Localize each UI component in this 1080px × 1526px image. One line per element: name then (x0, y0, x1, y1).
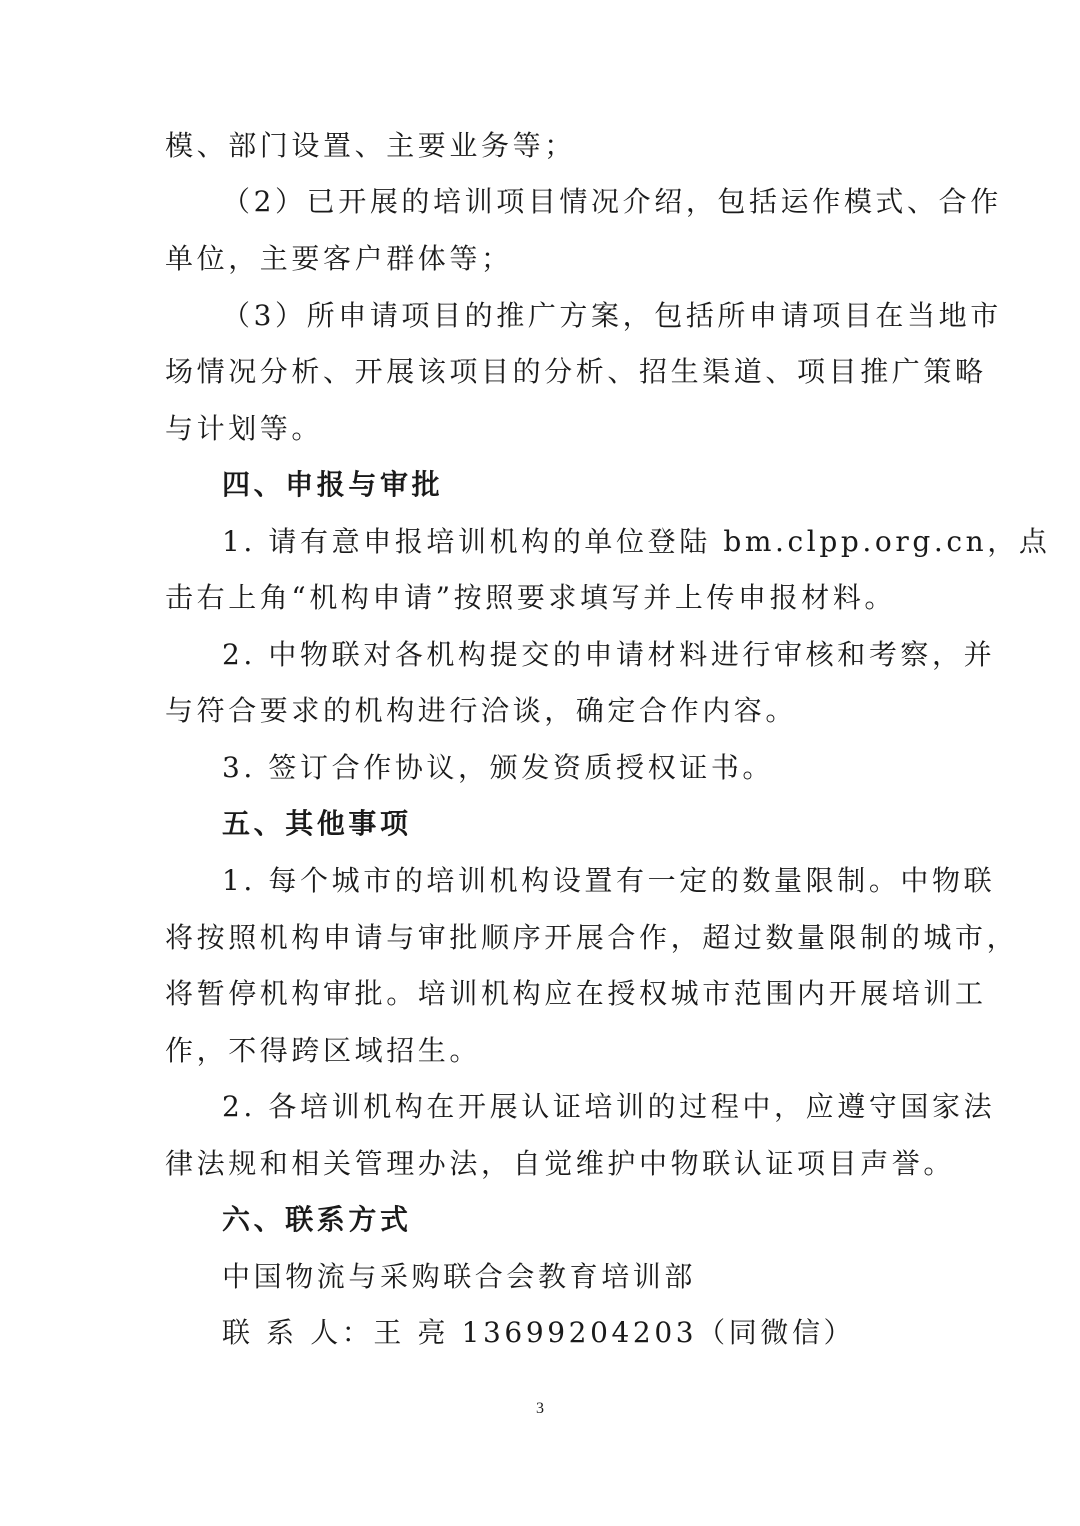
section-heading: 六、联系方式 (222, 1203, 412, 1236)
paragraph-line: 场情况分析、开展该项目的分析、招生渠道、项目推广策略 (165, 355, 987, 388)
paragraph-line: 律法规和相关管理办法，自觉维护中物联认证项目声誉。 (165, 1147, 956, 1180)
paragraph-line: （2）已开展的培训项目情况介绍，包括运作模式、合作 (222, 185, 1002, 218)
paragraph-line: 3. 签订合作协议，颁发资质授权证书。 (222, 751, 775, 784)
contact-person: 联 系 人：王 亮 13699204203（同微信） (222, 1316, 856, 1349)
paragraph-line: 2. 中物联对各机构提交的申请材料进行审核和考察，并 (222, 638, 996, 671)
paragraph-line: （3）所申请项目的推广方案，包括所申请项目在当地市 (222, 299, 1002, 332)
paragraph-line: 将暂停机构审批。培训机构应在授权城市范围内开展培训工 (165, 977, 987, 1010)
page-number: 3 (536, 1400, 544, 1417)
paragraph-line: 与符合要求的机构进行洽谈，确定合作内容。 (165, 694, 798, 727)
paragraph-line: 1. 每个城市的培训机构设置有一定的数量限制。中物联 (222, 864, 996, 897)
section-heading: 五、其他事项 (222, 807, 412, 840)
paragraph-line: 作，不得跨区域招生。 (165, 1034, 482, 1067)
paragraph-line: 击右上角“机构申请”按照要求填写并上传申报材料。 (165, 581, 897, 614)
section-heading: 四、申报与审批 (222, 468, 444, 501)
paragraph-line: 与计划等。 (165, 412, 324, 445)
paragraph-line: 1. 请有意申报培训机构的单位登陆 bm.clpp.org.cn，点 (222, 525, 1051, 558)
paragraph-line: 单位，主要客户群体等； (165, 242, 513, 275)
paragraph-line: 将按照机构申请与审批顺序开展合作，超过数量限制的城市， (165, 921, 1019, 954)
paragraph-line: 2. 各培训机构在开展认证培训的过程中，应遵守国家法 (222, 1090, 996, 1123)
paragraph-line: 模、部门设置、主要业务等； (165, 129, 576, 162)
contact-organization: 中国物流与采购联合会教育培训部 (222, 1260, 697, 1293)
